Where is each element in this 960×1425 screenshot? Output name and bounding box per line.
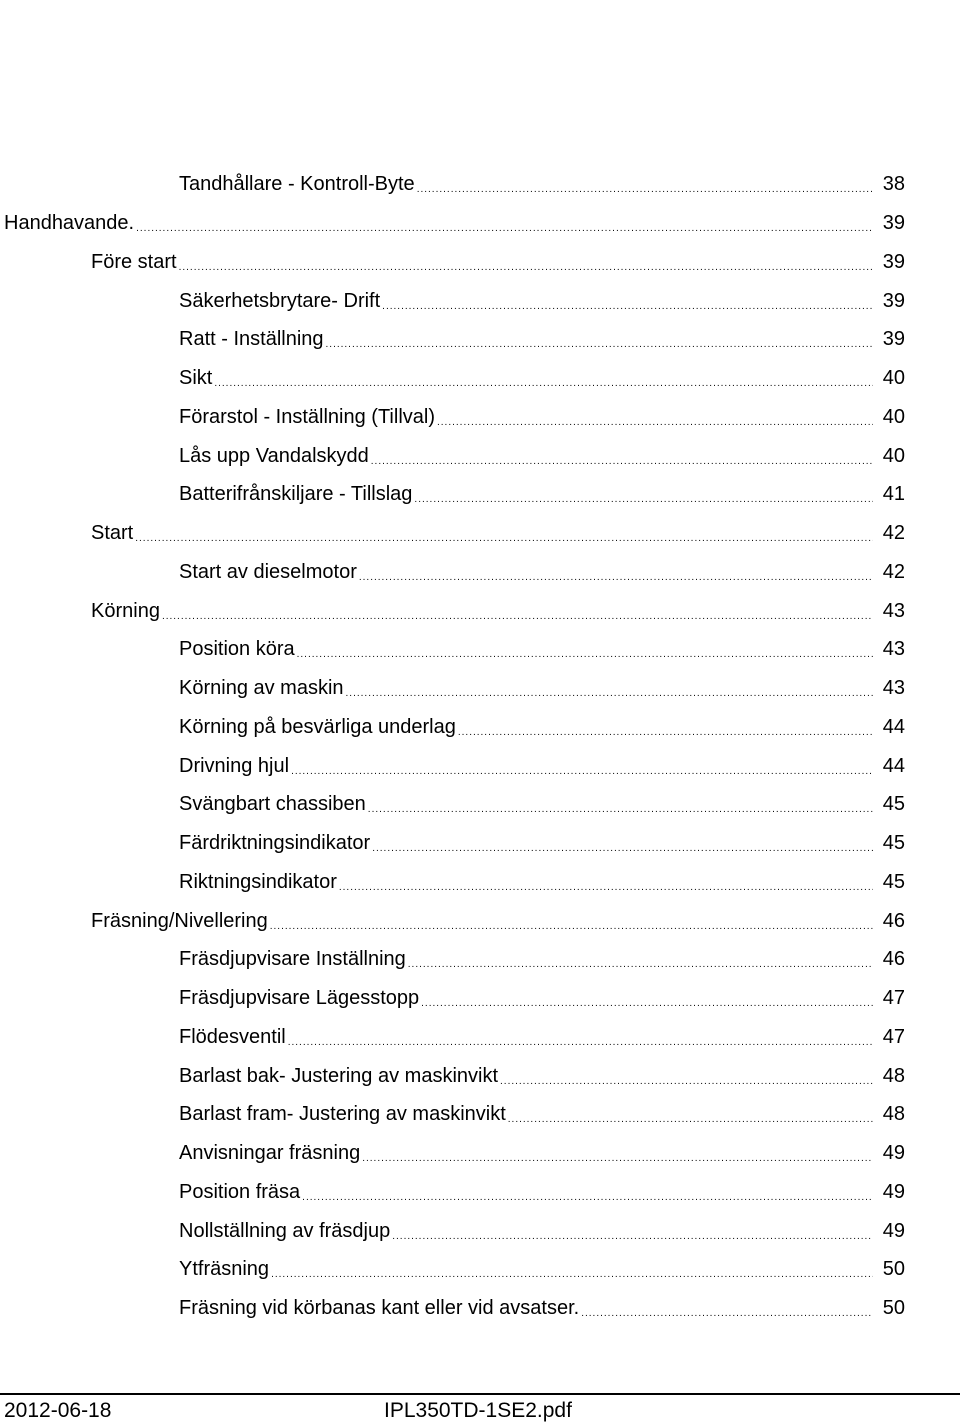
toc-entry-page-number: 39 bbox=[882, 328, 905, 351]
toc-entry-title: Start av dieselmotor bbox=[179, 560, 357, 583]
toc-entry[interactable] bbox=[0, 398, 960, 437]
toc-entry-page-number: 40 bbox=[882, 444, 905, 467]
toc-dot-leader bbox=[362, 1154, 873, 1164]
toc-dot-leader bbox=[368, 805, 873, 815]
toc-dot-leader bbox=[408, 960, 873, 970]
toc-entry-title: Före start bbox=[91, 250, 177, 273]
toc-dot-leader bbox=[270, 922, 873, 932]
toc-entry-page-number: 45 bbox=[882, 870, 905, 893]
toc-entry-page-number: 42 bbox=[882, 560, 905, 583]
toc-dot-leader bbox=[500, 1077, 873, 1087]
toc-entry-title: Lås upp Vandalskydd bbox=[179, 444, 369, 467]
toc-entry-title: Svängbart chassiben bbox=[179, 793, 366, 816]
toc-entry[interactable] bbox=[0, 204, 960, 243]
toc-dot-leader bbox=[437, 418, 873, 428]
toc-entry-title: Förarstol - Inställning (Tillval) bbox=[179, 405, 435, 428]
toc-entry-title: Anvisningar fräsning bbox=[179, 1142, 361, 1165]
toc-entry-page-number: 43 bbox=[882, 677, 905, 700]
toc-entry-page-number: 47 bbox=[882, 987, 905, 1010]
toc-entry-title: Barlast bak- Justering av maskinvikt bbox=[179, 1064, 499, 1087]
toc-entry-page-number: 43 bbox=[882, 638, 905, 661]
toc-dot-leader bbox=[179, 263, 873, 273]
toc-dot-leader bbox=[417, 185, 873, 195]
toc-entry[interactable] bbox=[0, 708, 960, 747]
toc-entry-title: Säkerhetsbrytare- Drift bbox=[179, 289, 381, 312]
toc-entry-title: Position köra bbox=[179, 638, 295, 661]
toc-dot-leader bbox=[136, 224, 873, 234]
toc-entry-page-number: 43 bbox=[882, 599, 905, 622]
footer-date: 2012-06-18 bbox=[4, 1399, 112, 1422]
toc-entry-title: Start bbox=[91, 522, 134, 545]
toc-entry-page-number: 47 bbox=[882, 1025, 905, 1048]
toc-entry-title: Fräsdjupvisare Lägesstopp bbox=[179, 987, 420, 1010]
toc-dot-leader bbox=[392, 1232, 873, 1242]
toc-entry[interactable] bbox=[0, 243, 960, 282]
toc-entry[interactable] bbox=[0, 514, 960, 553]
toc-entry-page-number: 49 bbox=[882, 1219, 905, 1242]
toc-entry[interactable] bbox=[0, 1173, 960, 1212]
toc-entry-page-number: 38 bbox=[882, 173, 905, 196]
toc-entry[interactable] bbox=[0, 940, 960, 979]
toc-entry-page-number: 39 bbox=[882, 250, 905, 273]
toc-dot-leader bbox=[291, 767, 873, 777]
toc-entry[interactable] bbox=[0, 824, 960, 863]
toc-entry[interactable] bbox=[0, 746, 960, 785]
toc-entry[interactable] bbox=[0, 630, 960, 669]
toc-entry-title: Färdriktningsindikator bbox=[179, 832, 371, 855]
toc-entry-page-number: 42 bbox=[882, 522, 905, 545]
toc-entry-page-number: 50 bbox=[882, 1258, 905, 1281]
toc-entry-title: Position fräsa bbox=[179, 1180, 301, 1203]
toc-entry-page-number: 44 bbox=[882, 754, 905, 777]
toc-entry-page-number: 49 bbox=[882, 1142, 905, 1165]
toc-dot-leader bbox=[271, 1270, 873, 1280]
toc-entry-title: Körning av maskin bbox=[179, 677, 344, 700]
toc-entry-title: Nollställning av fräsdjup bbox=[179, 1219, 391, 1242]
toc-entry[interactable] bbox=[0, 165, 960, 204]
toc-entry-page-number: 39 bbox=[882, 289, 905, 312]
toc-dot-leader bbox=[135, 534, 873, 544]
toc-entry-title: Tandhållare - Kontroll-Byte bbox=[179, 173, 415, 196]
toc-entry[interactable] bbox=[0, 475, 960, 514]
toc-entry-page-number: 48 bbox=[882, 1103, 905, 1126]
toc-dot-leader bbox=[371, 457, 873, 467]
toc-entry-title: Ytfräsning bbox=[179, 1258, 270, 1281]
toc-dot-leader bbox=[346, 689, 873, 699]
toc-entry[interactable] bbox=[0, 436, 960, 475]
toc-entry[interactable] bbox=[0, 1211, 960, 1250]
toc-dot-leader bbox=[581, 1309, 873, 1319]
toc-entry-title: Ratt - Inställning bbox=[179, 328, 324, 351]
footer-filename: IPL350TD-1SE2.pdf bbox=[384, 1399, 572, 1422]
toc-dot-leader bbox=[414, 495, 873, 505]
toc-entry-title: Fräsning vid körbanas kant eller vid avsatser. bbox=[179, 1297, 580, 1320]
toc-dot-leader bbox=[372, 844, 873, 854]
toc-dot-leader bbox=[458, 728, 873, 738]
toc-dot-leader bbox=[302, 1193, 873, 1203]
toc-entry[interactable] bbox=[0, 591, 960, 630]
toc-entry[interactable] bbox=[0, 863, 960, 902]
toc-entry[interactable] bbox=[0, 979, 960, 1018]
toc-dot-leader bbox=[214, 379, 873, 389]
toc-entry-title: Batterifrånskiljare - Tillslag bbox=[179, 483, 413, 506]
toc-dot-leader bbox=[288, 1038, 873, 1048]
toc-entry[interactable] bbox=[0, 1095, 960, 1134]
toc-entry-title: Sikt bbox=[179, 367, 213, 390]
toc-entry-page-number: 48 bbox=[882, 1064, 905, 1087]
toc-entry[interactable] bbox=[0, 1018, 960, 1057]
toc-entry[interactable] bbox=[0, 785, 960, 824]
toc-entry-title: Flödesventil bbox=[179, 1025, 286, 1048]
toc-entry-title: Riktningsindikator bbox=[179, 870, 337, 893]
toc-entry-title: Barlast fram- Justering av maskinvikt bbox=[179, 1103, 506, 1126]
toc-dot-leader bbox=[508, 1115, 873, 1125]
toc-entry-page-number: 46 bbox=[882, 948, 905, 971]
toc-entry-page-number: 46 bbox=[882, 909, 905, 932]
toc-dot-leader bbox=[162, 612, 873, 622]
toc-entry-page-number: 49 bbox=[882, 1180, 905, 1203]
toc-dot-leader bbox=[326, 340, 873, 350]
toc-entry-page-number: 41 bbox=[882, 483, 905, 506]
toc-entry[interactable] bbox=[0, 901, 960, 940]
toc-entry-title: Körning bbox=[91, 599, 160, 622]
toc-entry-title: Handhavande. bbox=[4, 212, 135, 235]
toc-dot-leader bbox=[382, 302, 873, 312]
toc-entry[interactable] bbox=[0, 553, 960, 592]
toc-entry-page-number: 40 bbox=[882, 367, 905, 390]
toc-entry[interactable] bbox=[0, 1289, 960, 1328]
toc-entry-title: Fräsdjupvisare Inställning bbox=[179, 948, 406, 971]
toc-entry[interactable] bbox=[0, 320, 960, 359]
table-of-contents bbox=[0, 165, 960, 1328]
toc-entry-page-number: 44 bbox=[882, 715, 905, 738]
toc-entry-page-number: 45 bbox=[882, 793, 905, 816]
toc-entry[interactable] bbox=[0, 281, 960, 320]
toc-entry[interactable] bbox=[0, 669, 960, 708]
toc-entry[interactable] bbox=[0, 359, 960, 398]
toc-dot-leader bbox=[359, 573, 873, 583]
toc-dot-leader bbox=[297, 650, 873, 660]
toc-entry-page-number: 39 bbox=[882, 212, 905, 235]
toc-entry-page-number: 45 bbox=[882, 832, 905, 855]
footer-divider bbox=[0, 1393, 960, 1395]
toc-dot-leader bbox=[339, 883, 873, 893]
toc-entry[interactable] bbox=[0, 1134, 960, 1173]
toc-entry-page-number: 40 bbox=[882, 405, 905, 428]
toc-entry-title: Körning på besvärliga underlag bbox=[179, 715, 456, 738]
toc-entry-page-number: 50 bbox=[882, 1297, 905, 1320]
toc-entry[interactable] bbox=[0, 1250, 960, 1289]
toc-entry[interactable] bbox=[0, 1056, 960, 1095]
toc-entry-title: Drivning hjul bbox=[179, 754, 290, 777]
toc-entry-title: Fräsning/Nivellering bbox=[91, 909, 268, 932]
toc-dot-leader bbox=[421, 999, 873, 1009]
